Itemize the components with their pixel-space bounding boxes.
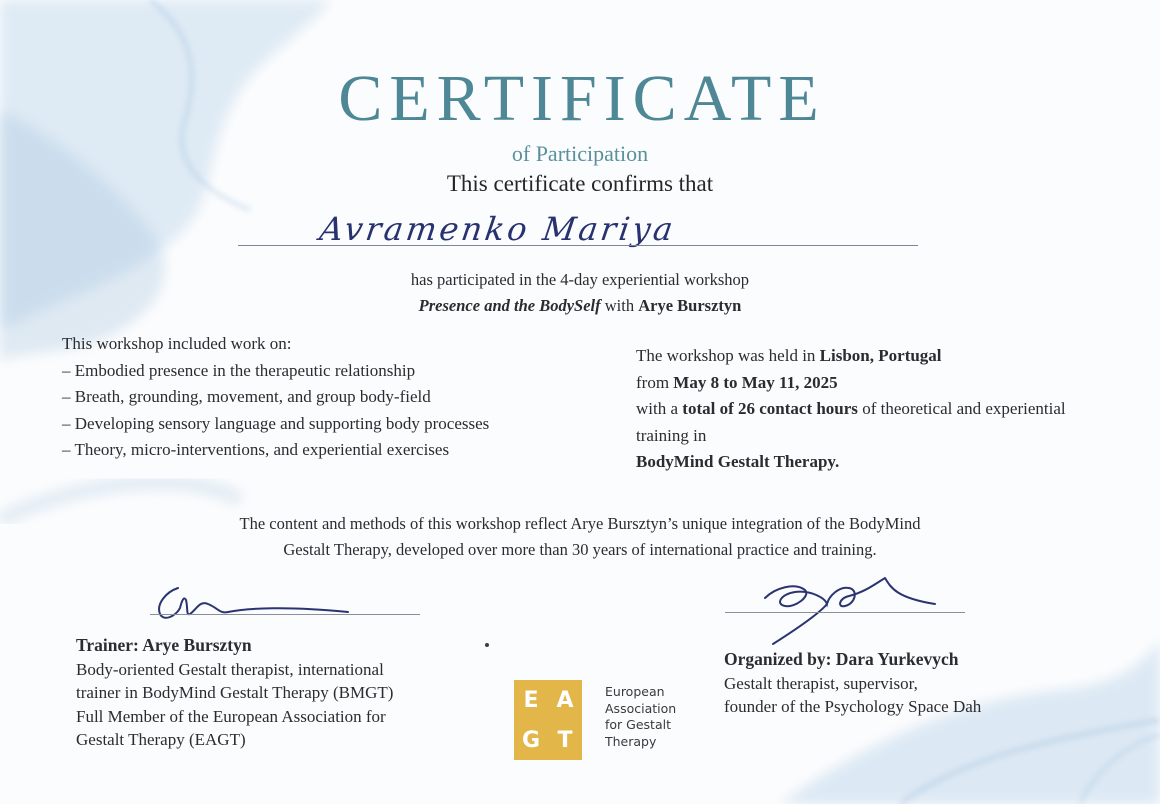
logo-letter: T <box>557 727 573 753</box>
trainer-credential: trainer in BodyMind Gestalt Therapy (BMGT) <box>76 683 394 702</box>
reflection-line: The content and methods of this workshop reflect Arye Bursztyn’s unique integration of the BodyMind <box>239 514 921 533</box>
organizer-signature-line <box>725 612 965 613</box>
trainer-credential: Full Member of the European Association for <box>76 706 386 726</box>
workshop-dates: May 8 to May 11, 2025 <box>673 372 838 392</box>
organizer-heading: Organized by: Dara Yurkevych <box>724 649 959 669</box>
confirmation-text: This certificate confirms that <box>446 171 714 196</box>
logo-text-line: European <box>605 684 665 699</box>
work-item: – Developing sensory language and supporting body processes <box>62 413 490 433</box>
method-name: BodyMind Gestalt Therapy. <box>636 452 840 471</box>
trainer-signature <box>148 578 428 628</box>
workshop-title: Presence and the BodySelf <box>418 296 601 315</box>
participant-name: Avramenko Mariya <box>317 210 679 248</box>
logo-text-line: Therapy <box>605 733 657 749</box>
trainer-block <box>76 634 516 752</box>
organizer-block <box>724 648 1124 719</box>
eagt-logo <box>514 680 582 760</box>
workshop-content-list <box>62 331 580 464</box>
with-text: with <box>604 296 635 315</box>
certificate-subtitle: of Participation <box>511 141 649 166</box>
reflection-statement <box>0 511 1160 563</box>
trainer-signature-line <box>150 614 420 615</box>
logo-letter: E <box>523 687 539 713</box>
contact-hours: total of 26 contact hours <box>682 399 858 418</box>
trainer-credential: Gestalt Therapy (EAGT) <box>76 730 246 749</box>
work-item: – Theory, micro-interventions, and experiential exercises <box>62 440 450 459</box>
organizer-credential: Gestalt therapist, supervisor, <box>724 673 918 693</box>
work-item: – Breath, grounding, movement, and group body-field <box>62 387 431 406</box>
workshop-title-line <box>0 296 1160 316</box>
logo-text-line: Association <box>605 700 677 716</box>
work-heading: This workshop included work on: <box>62 334 292 353</box>
eagt-logo-text <box>605 684 715 750</box>
logo-letter: G <box>521 727 541 753</box>
organizer-signature <box>715 568 945 648</box>
workshop-details <box>636 343 1076 476</box>
logo-letter: A <box>556 687 574 713</box>
workshop-trainer-name: Arye Bursztyn <box>638 296 742 315</box>
from-text: from <box>636 372 670 392</box>
trainer-heading: Trainer: Arye Bursztyn <box>76 635 252 655</box>
organizer-credential: founder of the Psychology Space Dah <box>724 697 982 716</box>
held-prefix: The workshop was held in <box>636 346 816 365</box>
training-text: of theoretical and experiential training in <box>636 399 1066 445</box>
work-item: – Embodied presence in the therapeutic relationship <box>62 360 416 380</box>
name-underline <box>238 245 918 246</box>
trainer-credential: Body-oriented Gestalt therapist, international <box>76 659 384 679</box>
participation-statement: has participated in the 4-day experiential workshop <box>410 270 750 289</box>
reflection-line: Gestalt Therapy, developed over more than 30 years of international practice and training. <box>283 540 877 559</box>
certificate-title: CERTIFICATE <box>338 62 826 135</box>
workshop-location: Lisbon, Portugal <box>819 346 942 365</box>
with-a-text: with a <box>636 399 679 418</box>
logo-text-line: for Gestalt <box>605 717 671 732</box>
